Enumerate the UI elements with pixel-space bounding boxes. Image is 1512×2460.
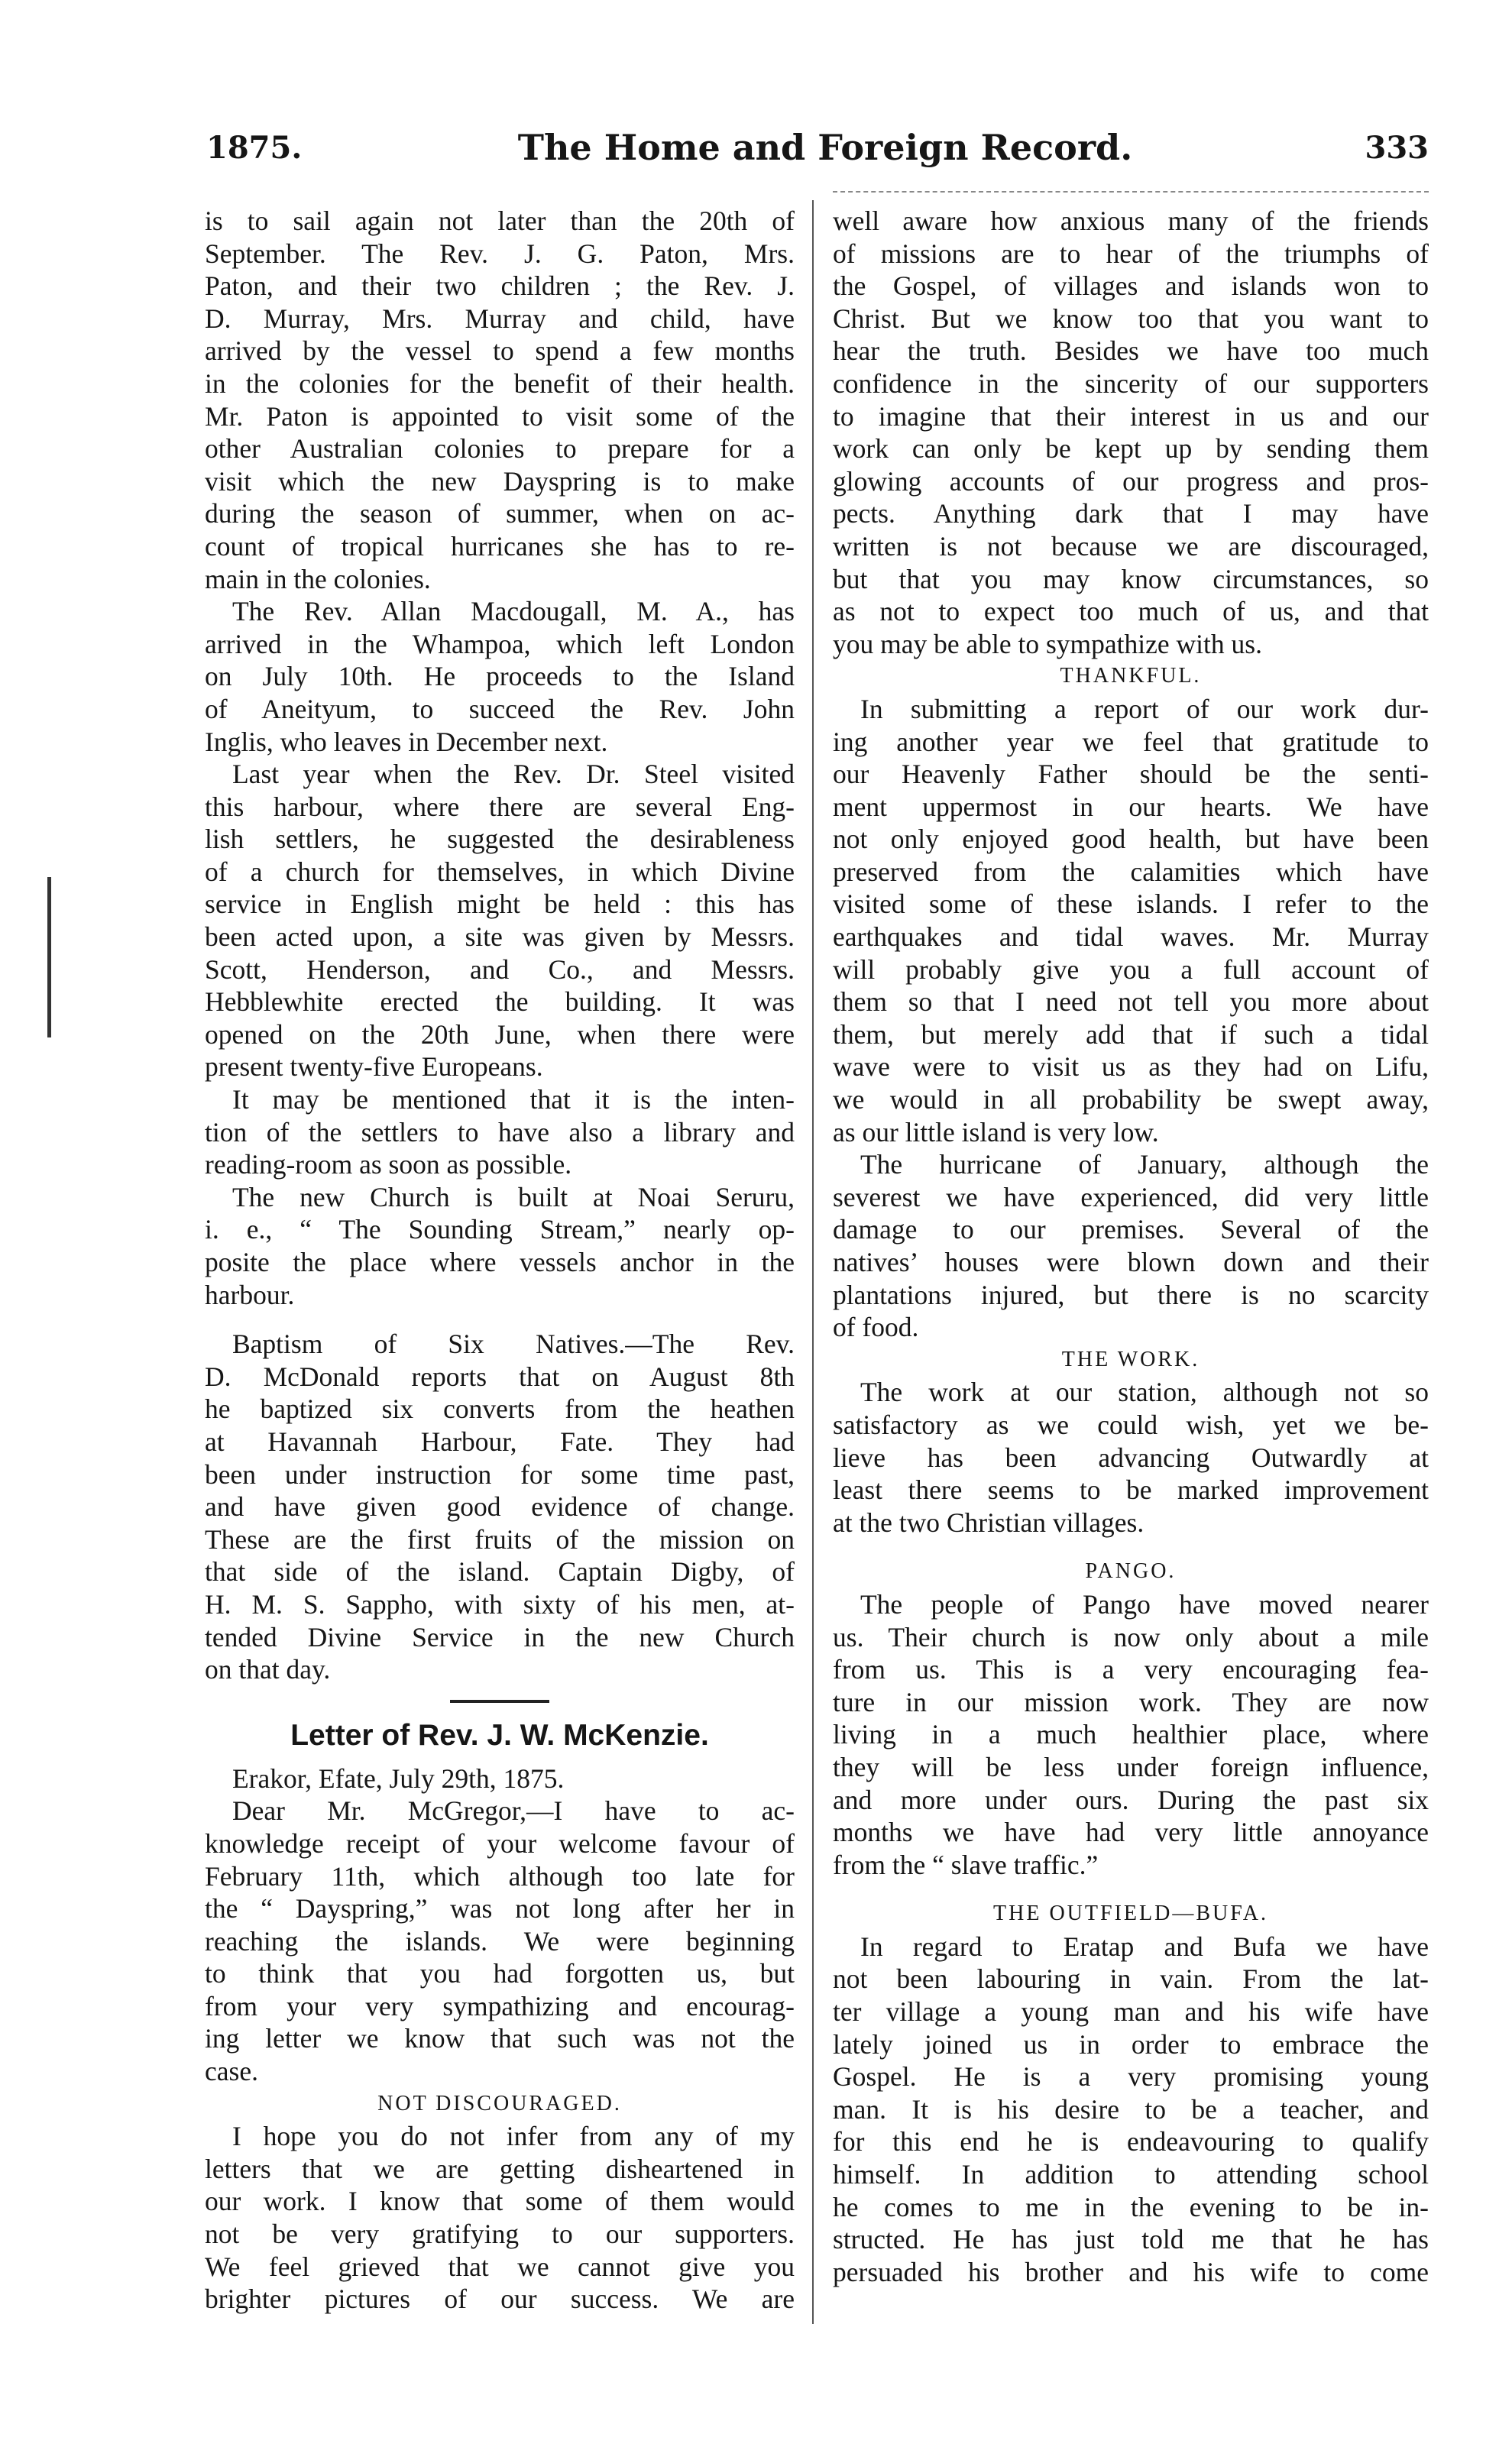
text-line: of food. <box>833 1312 919 1343</box>
text-line: Christ. But we know too that you want to <box>833 303 1429 334</box>
running-header <box>206 127 1429 176</box>
text-line: living in a much healthier place, where <box>833 1719 1429 1750</box>
text-line: not be very gratifying to our supporters. <box>205 2219 795 2250</box>
text-line: September. The Rev. J. G. Paton, Mrs. <box>205 238 795 269</box>
text-line: letters that we are getting disheartened in <box>205 2153 795 2184</box>
text-line: on that day. <box>205 1654 331 1685</box>
text-line: knowledge receipt of your welcome favour of <box>205 1827 795 1859</box>
text-line: as our little island is very low. <box>833 1116 1159 1147</box>
text-line: himself. In addition to attending school <box>833 2159 1429 2190</box>
spacer <box>833 1539 1429 1555</box>
page-number: 333 <box>1365 130 1429 166</box>
heading-not-discouraged: NOT DISCOURAGED. <box>377 2091 622 2115</box>
text-line: of missions are to hear of the triumphs of <box>833 238 1429 269</box>
text-line: arrived by the vessel to spend a few months <box>205 335 795 367</box>
text-line: brighter pictures of our success. We are <box>205 2284 795 2315</box>
text-line: the Gospel, of villages and islands won to <box>833 270 1429 302</box>
text-line: confidence in the sincerity of our supporters <box>833 367 1429 399</box>
right-column <box>833 205 1429 2288</box>
text-line: It may be mentioned that it is the inten- <box>232 1084 795 1115</box>
text-line: Last year when the Rev. Dr. Steel visited <box>232 759 795 790</box>
text-line: from your very sympathizing and encourag- <box>205 1990 795 2021</box>
text-line: harbour. <box>205 1279 295 1310</box>
right-intro-text <box>833 205 1429 660</box>
text-line: count of tropical hurricanes she has to re- <box>205 530 795 562</box>
text-line: damage to our premises. Several of the <box>833 1214 1429 1245</box>
text-line: posite the place where vessels anchor in the <box>205 1247 795 1277</box>
text-line: H. M. S. Sappho, with sixty of his men, at- <box>205 1588 795 1620</box>
text-line: preserved from the calamities which have <box>833 856 1429 887</box>
text-line: The new Church is built at Noai Seruru, <box>232 1181 795 1212</box>
text-line: is to sail again not later than the 20th of <box>205 206 795 236</box>
text-line: The work at our station, although not so <box>860 1377 1429 1408</box>
letter-opening <box>205 1762 795 2088</box>
text-line: The hurricane of January, although the <box>860 1149 1429 1180</box>
header-rule <box>833 191 1429 193</box>
text-line: persuaded his brother and his wife to come <box>833 2256 1429 2287</box>
section-rule <box>450 1700 549 1703</box>
text-line: D. McDonald reports that on August 8th <box>205 1361 795 1392</box>
text-line: main in the colonies. <box>205 563 431 594</box>
text-line: The Rev. Allan Macdougall, M. A., has <box>232 596 795 627</box>
text-line: Baptism of Six Natives.—The Rev. <box>232 1329 795 1360</box>
text-line: during the season of summer, when on ac- <box>205 498 795 529</box>
text-line: ing another year we feel that gratitude to <box>833 726 1429 757</box>
text-line: Inglis, who leaves in December next. <box>205 726 608 757</box>
text-line: hear the truth. Besides we have too much <box>833 335 1429 367</box>
text-line: ter village a young man and his wife have <box>833 1996 1429 2028</box>
text-line: wave were to visit us as they had on Lifu, <box>833 1051 1429 1083</box>
thankful-text <box>833 693 1429 1344</box>
text-line: These are the first fruits of the mission on <box>205 1523 795 1555</box>
text-line: tended Divine Service in the new Church <box>205 1621 795 1652</box>
text-line: man. It is his desire to be a teacher, and <box>833 2093 1429 2125</box>
text-line: to imagine that their interest in us and our <box>833 400 1429 432</box>
text-line: them so that I need not tell you more about <box>833 986 1429 1018</box>
spacer <box>833 1881 1429 1898</box>
text-line: our work. I know that some of them would <box>205 2186 795 2217</box>
text-line: We feel grieved that we cannot give you <box>205 2251 795 2282</box>
header-year: 1875. <box>206 130 303 166</box>
text-line: The people of Pango have moved nearer <box>860 1588 1429 1620</box>
text-line: on July 10th. He proceeds to the Island <box>205 661 795 692</box>
text-line: he comes to me in the evening to be in- <box>833 2191 1429 2222</box>
text-line: February 11th, which although too late for <box>205 1860 795 1892</box>
text-line: not only enjoyed good health, but have been <box>833 824 1429 855</box>
letter-title: Letter of Rev. J. W. McKenzie. <box>290 1718 709 1752</box>
text-line: service in English might be held : this has <box>205 889 795 920</box>
text-line: well aware how anxious many of the friends <box>833 206 1429 236</box>
text-line: the “ Dayspring,” was not long after her in <box>205 1893 795 1924</box>
text-line: not been labouring in vain. From the lat- <box>833 1963 1429 1995</box>
text-line: reaching the islands. We were beginning <box>205 1925 795 1957</box>
text-line: they will be less under foreign influence, <box>833 1751 1429 1782</box>
text-line: at the two Christian villages. <box>833 1507 1145 1538</box>
text-line: at Havannah Harbour, Fate. They had <box>205 1426 795 1457</box>
text-line: them, but merely add that if such a tidal <box>833 1018 1429 1050</box>
text-line: he baptized six converts from the heathen <box>205 1393 795 1425</box>
text-line: Erakor, Efate, July 29th, 1875. <box>232 1762 565 1794</box>
text-line: this harbour, where there are several Eng- <box>205 791 795 822</box>
text-line: of a church for themselves, in which Divine <box>205 856 795 887</box>
text-line: reading-room as soon as possible. <box>205 1149 572 1180</box>
work-text <box>833 1376 1429 1539</box>
text-line: other Australian colonies to prepare for a <box>205 433 795 464</box>
text-line: Hebblewhite erected the building. It was <box>205 986 795 1018</box>
text-line: I hope you do not infer from any of my <box>232 2121 795 2152</box>
text-line: In regard to Eratap and Bufa we have <box>860 1931 1429 1962</box>
text-line: of Aneityum, to succeed the Rev. John <box>205 693 795 724</box>
pango-text <box>833 1588 1429 1881</box>
text-line: for this end he is endeavouring to qualify <box>833 2126 1429 2157</box>
text-line: case. <box>205 2056 258 2087</box>
text-line: ing letter we know that such was not the <box>205 2023 795 2054</box>
outfield-text <box>833 1931 1429 2289</box>
text-line: but that you may know circumstances, so <box>833 563 1429 594</box>
text-line: earthquakes and tidal waves. Mr. Murray <box>833 921 1429 953</box>
text-line: satisfactory as we could wish, yet we be- <box>833 1409 1429 1440</box>
text-line: pects. Anything dark that I may have <box>833 498 1429 529</box>
heading-thankful: THANKFUL. <box>1060 664 1202 688</box>
text-line: been under instruction for some time past, <box>205 1458 795 1490</box>
text-line: in the colonies for the benefit of their health. <box>205 367 795 399</box>
text-line: written is not because we are discouraged, <box>833 530 1429 562</box>
text-line: work can only be kept up by sending them <box>833 433 1429 464</box>
column-divider <box>812 200 814 2324</box>
text-line: tion of the settlers to have also a library and <box>205 1116 795 1147</box>
text-line: lieve has been advancing Outwardly at <box>833 1442 1429 1473</box>
text-line: and have given good evidence of change. <box>205 1491 795 1523</box>
text-line: glowing accounts of our progress and pros- <box>833 465 1429 497</box>
text-line: lish settlers, he suggested the desirableness <box>205 824 795 855</box>
heading-work: THE WORK. <box>1061 1347 1200 1371</box>
text-line: visit which the new Dayspring is to make <box>205 465 795 497</box>
text-line: Dear Mr. McGregor,—I have to ac- <box>232 1795 795 1827</box>
text-line: from the “ slave traffic.” <box>833 1849 1099 1880</box>
not-discouraged-text <box>205 2120 795 2316</box>
text-line: plantations injured, but there is no scarcity <box>833 1279 1429 1310</box>
text-line: to think that you had forgotten us, but <box>205 1958 795 1989</box>
text-line: you may be able to sympathize with us. <box>833 628 1262 659</box>
text-line: opened on the 20th June, when there were <box>205 1018 795 1050</box>
text-line: been acted upon, a site was given by Messrs. <box>205 921 795 953</box>
text-line: and more under ours. During the past six <box>833 1784 1429 1815</box>
text-line: Scott, Henderson, and Co., and Messrs. <box>205 953 795 985</box>
text-line: us. Their church is now only about a mile <box>833 1621 1429 1652</box>
text-line: arrived in the Whampoa, which left London <box>205 628 795 659</box>
text-line: present twenty-five Europeans. <box>205 1051 543 1083</box>
text-line: as not to expect too much of us, and that <box>833 596 1429 627</box>
text-line: visited some of these islands. I refer to the <box>833 889 1429 920</box>
text-line: our Heavenly Father should be the senti- <box>833 759 1429 790</box>
spacer <box>205 1311 795 1328</box>
text-line: structed. He has just told me that he has <box>833 2224 1429 2255</box>
left-column <box>205 205 795 2316</box>
heading-pango: PANGO. <box>1085 1559 1177 1584</box>
text-line: Gospel. He is a very promising young <box>833 2061 1429 2093</box>
text-line: we would in all probability be swept away, <box>833 1084 1429 1115</box>
text-line: from us. This is a very encouraging fea- <box>833 1654 1429 1685</box>
text-line: that side of the island. Captain Digby, of <box>205 1556 795 1588</box>
header-title: The Home and Foreign Record. <box>517 127 1133 168</box>
text-line: lately joined us in order to embrace the <box>833 2028 1429 2060</box>
text-line: ment uppermost in our hearts. We have <box>833 791 1429 822</box>
heading-outfield: THE OUTFIELD—BUFA. <box>993 1902 1268 1926</box>
text-line: months we have had very little annoyance <box>833 1817 1429 1848</box>
text-line: will probably give you a full account of <box>833 953 1429 985</box>
text-line: severest we have experienced, did very little <box>833 1181 1429 1212</box>
text-line: i. e., “ The Sounding Stream,” nearly op- <box>205 1214 795 1245</box>
text-line: Paton, and their two children ; the Rev. J. <box>205 270 795 302</box>
left-news-text <box>205 205 795 1686</box>
text-line: ture in our mission work. They are now <box>833 1686 1429 1717</box>
text-line: In submitting a report of our work dur- <box>860 693 1429 724</box>
text-line: least there seems to be marked improvement <box>833 1474 1429 1506</box>
text-line: Mr. Paton is appointed to visit some of the <box>205 400 795 432</box>
text-line: D. Murray, Mrs. Murray and child, have <box>205 303 795 334</box>
text-line: natives’ houses were blown down and their <box>833 1247 1429 1277</box>
margin-mark <box>47 877 51 1037</box>
